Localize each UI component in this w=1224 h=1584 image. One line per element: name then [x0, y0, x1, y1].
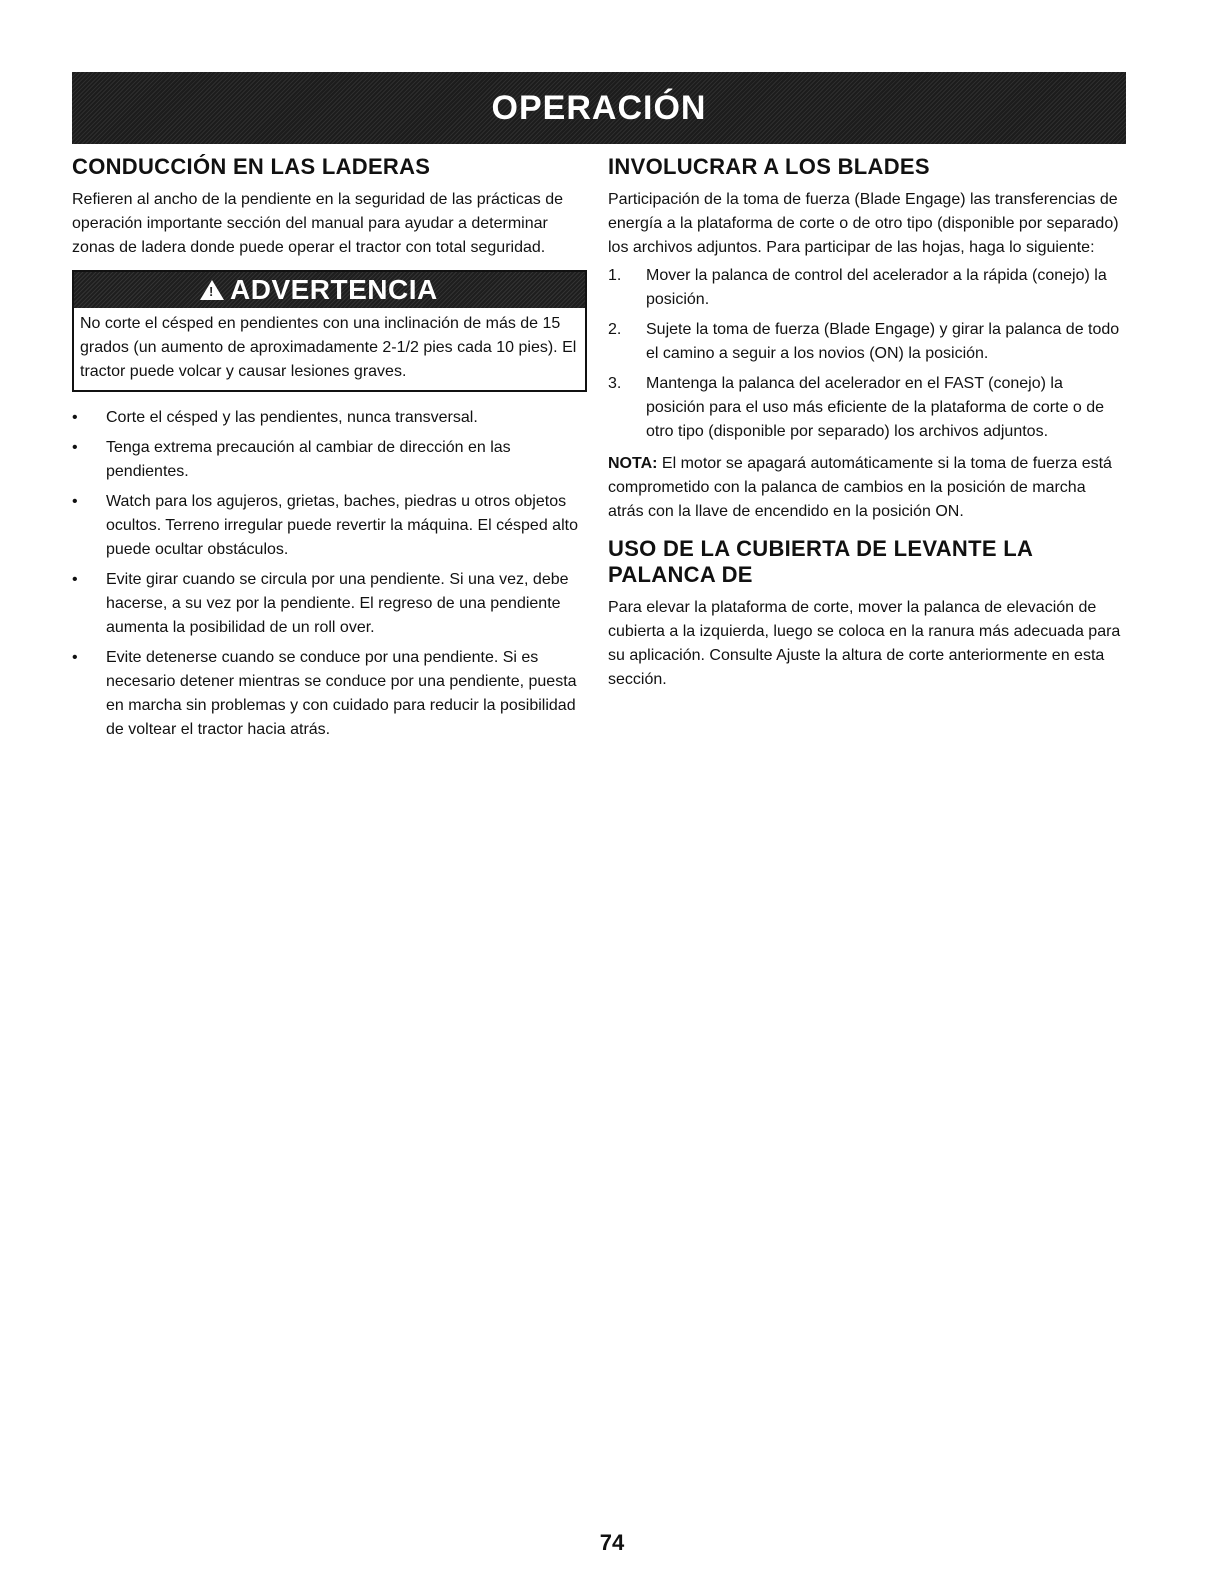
- slopes-heading: CONDUCCIÓN EN LAS LADERAS: [72, 154, 431, 179]
- list-item: • Tenga extrema precaución al cambiar de dirección en las pendientes.: [72, 436, 587, 484]
- deck-lift-heading: USO DE LA CUBIERTA DE LEVANTE LA PALANCA DE: [608, 536, 1033, 587]
- bullet-icon: •: [72, 571, 78, 588]
- bullet-icon: •: [72, 493, 78, 510]
- step-number: 3.: [608, 375, 622, 392]
- bullet-icon: •: [72, 409, 78, 426]
- warning-header: [74, 272, 585, 308]
- slopes-intro: Refieren al ancho de la pendiente en la seguridad de las prácticas de operación importante sección del manual para ayudar a determinar zonas de ladera donde puede operar el tractor con total seguridad.: [72, 191, 563, 256]
- right-column: [608, 154, 1124, 692]
- warning-body: [74, 308, 585, 390]
- warning-box: [72, 270, 587, 392]
- warning-label: ADVERTENCIA: [230, 274, 438, 305]
- list-item: • Corte el césped y las pendientes, nunca transversal.: [72, 406, 587, 430]
- note-text: El motor se apagará automáticamente si la toma de fuerza está comprometido con la palanca de cambios en la posición de marcha atrás con la llave de encendido en la posición ON.: [608, 455, 1112, 520]
- list-item: • Evite girar cuando se circula por una pendiente. Si una vez, debe hacerse, a su vez por la pendiente. El regreso de una pendiente aumenta la posibilidad de un roll over.: [72, 568, 587, 640]
- step-number: 1.: [608, 267, 622, 284]
- step-number: 2.: [608, 321, 622, 338]
- list-item: 3. Mantenga la palanca del acelerador en el FAST (conejo) la posición para el uso más eficiente de la plataforma de corte o de otro tipo (disponible por separado) los archivos adjuntos.: [608, 372, 1124, 444]
- deck-lift-paragraph: Para elevar la plataforma de corte, mover la palanca de elevación de cubierta a la izquierda, luego se coloca en la ranura más adecuada para su aplicación. Consulte Ajuste la altura de corte anteriormente en esta sección.: [608, 599, 1121, 688]
- section-title: OPERACIÓN: [491, 88, 707, 127]
- note-label: NOTA:: [608, 455, 658, 472]
- list-item: 2. Sujete la toma de fuerza (Blade Engage) y girar la palanca de todo el camino a seguir a los novios (ON) la posición.: [608, 318, 1124, 366]
- left-column: [72, 154, 587, 748]
- section-banner: [72, 72, 1126, 144]
- blades-intro: Participación de la toma de fuerza (Blade Engage) las transferencias de energía a la plataforma de corte o de otro tipo (disponible por separado) los archivos adjuntos. Para participar de las hojas, haga lo siguiente:: [608, 191, 1119, 256]
- blades-heading: INVOLUCRAR A LOS BLADES: [608, 154, 930, 179]
- blades-steps-list: [608, 264, 1124, 444]
- page-number: 74: [599, 1530, 625, 1555]
- warning-text: No corte el césped en pendientes con una inclinación de más de 15 grados (un aumento de aproximadamente 2-1/2 pies cada 10 pies). El tractor puede volcar y causar lesiones graves.: [80, 315, 577, 380]
- bullet-icon: •: [72, 439, 78, 456]
- note-paragraph: [608, 452, 1124, 524]
- slopes-bullet-list: [72, 406, 587, 742]
- list-item: • Watch para los agujeros, grietas, baches, piedras u otros objetos ocultos. Terreno irregular puede revertir la máquina. El césped alto puede ocultar obstáculos.: [72, 490, 587, 562]
- warning-triangle-icon: [200, 280, 224, 300]
- bullet-icon: •: [72, 649, 78, 666]
- list-item: 1. Mover la palanca de control del acelerador a la rápida (conejo) la posición.: [608, 264, 1124, 312]
- list-item: • Evite detenerse cuando se conduce por una pendiente. Si es necesario detener mientras se conduce por una pendiente, puesta en marcha sin problemas y con cuidado para reducir la posibilidad de voltear el tractor hacia atrás.: [72, 646, 587, 742]
